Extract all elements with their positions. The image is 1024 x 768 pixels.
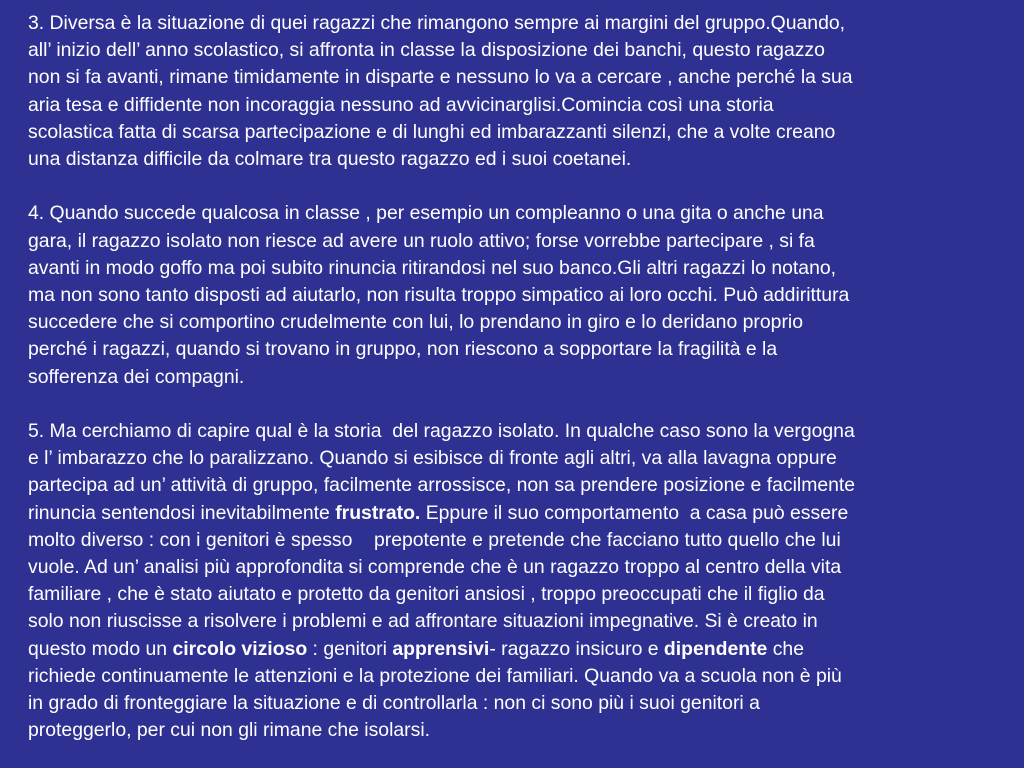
text-segment: che bbox=[767, 637, 804, 660]
text-line: all’ inizio dell’ anno scolastico, si affronta in classe la disposizione dei banchi, questo ragazzo bbox=[28, 39, 825, 62]
text-line: solo non riuscisse a risolvere i problemi e ad affrontare situazioni impegnative. Si è creato in bbox=[28, 610, 818, 633]
paragraph-5 bbox=[28, 418, 1004, 744]
paragraph-4 bbox=[28, 200, 1004, 390]
text-line: in grado di fronteggiare la situazione e di controllarla : non ci sono più i suoi genitori a bbox=[28, 692, 760, 715]
text-line: molto diverso : con i genitori è spesso prepotente e pretende che facciano tutto quello che lui bbox=[28, 528, 841, 551]
text-line bbox=[28, 636, 1004, 663]
text-line: e l’ imbarazzo che lo paralizzano. Quando si esibisce di fronte agli altri, va alla lavagna oppure bbox=[28, 447, 837, 470]
text-line: succedere che si comportino crudelmente con lui, lo prendano in giro e lo deridano proprio bbox=[28, 311, 804, 334]
bold-term-frustrato: frustrato. bbox=[335, 501, 421, 524]
text-line bbox=[28, 500, 1004, 527]
text-line: 4. Quando succede qualcosa in classe , per esempio un compleanno o una gita o anche una bbox=[28, 202, 824, 225]
text-segment: rinuncia sentendosi inevitabilmente bbox=[28, 501, 336, 524]
text-line: gara, il ragazzo isolato non riesce ad avere un ruolo attivo; forse vorrebbe partecipare , si fa bbox=[28, 229, 815, 252]
text-segment: - ragazzo insicuro e bbox=[489, 637, 664, 660]
text-line: richiede continuamente le attenzioni e la protezione dei familiari. Quando va a scuola non è più bbox=[28, 664, 842, 687]
bold-term-circolo-vizioso: circolo vizioso bbox=[172, 637, 308, 660]
text-line: 3. Diversa è la situazione di quei ragazzi che rimangono sempre ai margini del gruppo.Quando, bbox=[28, 12, 846, 34]
text-line: ma non sono tanto disposti ad aiutarlo, non risulta troppo simpatico ai loro occhi. Può addirittura bbox=[28, 284, 850, 307]
bold-term-apprensivi: apprensivi bbox=[392, 637, 490, 660]
paragraph-3 bbox=[28, 10, 1004, 173]
text-line: sofferenza dei compagni. bbox=[28, 365, 245, 388]
text-line: 5. Ma cerchiamo di capire qual è la storia del ragazzo isolato. In qualche caso sono la vergogna bbox=[28, 420, 855, 443]
text-segment: : genitori bbox=[307, 637, 393, 660]
text-line: avanti in modo goffo ma poi subito rinuncia ritirandosi nel suo banco.Gli altri ragazzi lo notano, bbox=[28, 256, 837, 279]
text-line: non si fa avanti, rimane timidamente in disparte e nessuno lo va a cercare , anche perché la sua bbox=[28, 66, 853, 89]
text-line: una distanza difficile da colmare tra questo ragazzo ed i suoi coetanei. bbox=[28, 148, 632, 171]
text-line: vuole. Ad un’ analisi più approfondita si comprende che è un ragazzo troppo al centro della vita bbox=[28, 556, 842, 579]
text-line: proteggerlo, per cui non gli rimane che isolarsi. bbox=[28, 719, 431, 742]
text-line: scolastica fatta di scarsa partecipazione e di lunghi ed imbarazzanti silenzi, che a volte creano bbox=[28, 120, 836, 143]
slide-text-body bbox=[28, 10, 1004, 744]
text-line: familiare , che è stato aiutato e protetto da genitori ansiosi , troppo preoccupati che il figlio da bbox=[28, 583, 825, 606]
text-line: partecipa ad un’ attività di gruppo, facilmente arrossisce, non sa prendere posizione e facilmente bbox=[28, 474, 856, 497]
bold-term-dipendente: dipendente bbox=[663, 637, 768, 660]
text-segment: questo modo un bbox=[28, 637, 173, 660]
text-line: aria tesa e diffidente non incoraggia nessuno ad avvicinarglisi.Comincia così una storia bbox=[28, 93, 774, 116]
text-line: perché i ragazzi, quando si trovano in gruppo, non riescono a sopportare la fragilità e la bbox=[28, 338, 778, 361]
text-segment: Eppure il suo comportamento a casa può essere bbox=[420, 501, 849, 524]
